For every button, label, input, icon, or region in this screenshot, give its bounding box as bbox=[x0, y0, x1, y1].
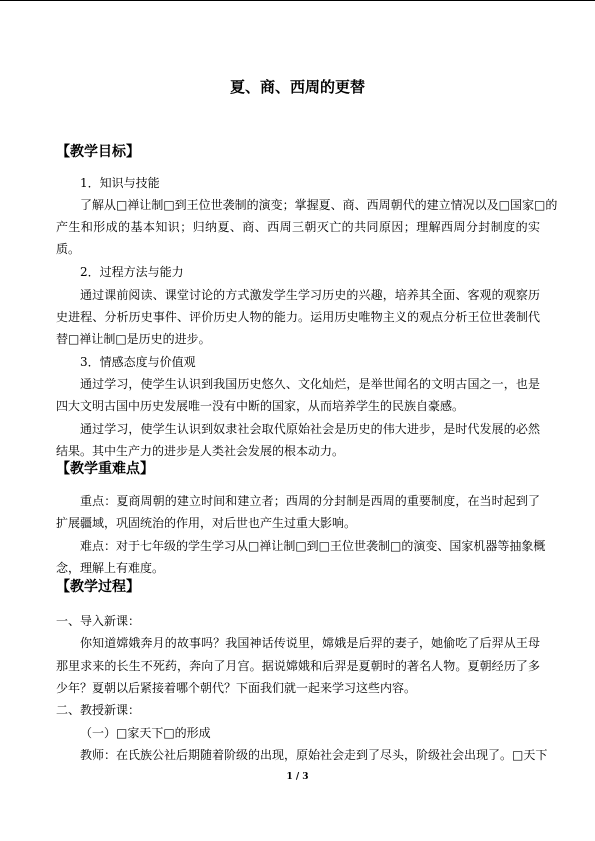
objective-1-heading: 1．知识与技能 bbox=[80, 176, 160, 190]
objective-3-para1-line: 四大文明古国中历史发展唯一没有中断的国家，从而培养学生的民族自豪感。 bbox=[56, 399, 465, 413]
objective-1-line: 产生和形成的基本知识；归纳夏、商、西周三朝灭亡的共同原因；理解西周分封制度的实 bbox=[56, 220, 540, 234]
objective-3-para1-line: 通过学习，使学生认识到我国历史悠久、文化灿烂，是举世闻名的文明古国之一，也是 bbox=[80, 377, 540, 391]
section-heading-process: 【教学过程】 bbox=[56, 579, 140, 595]
objective-2-line: 替□禅让制□是历史的进步。 bbox=[56, 332, 211, 346]
process-part1-line: 少年？夏朝以后紧接着哪个朝代？下面我们就一起来学习这些内容。 bbox=[56, 681, 417, 695]
difficult-point-line: 难点：对于七年级的学生学习从□禅让制□到□王位世袭制□的演变、国家机器等抽象概 bbox=[80, 539, 546, 553]
page-number: 1 / 3 bbox=[286, 772, 309, 782]
key-point-line: 重点：夏商周朝的建立时间和建立者；西周的分封制是西周的重要制度，在当时起到了 bbox=[80, 494, 540, 508]
objective-2-line: 史进程、分析历史事件、评价历史人物的能力。运用历史唯物主义的观点分析王位世袭制代 bbox=[56, 310, 540, 324]
difficult-point-line: 念，理解上有难度。 bbox=[56, 561, 165, 575]
process-sub1-heading: （一）□家天下□的形成 bbox=[80, 726, 211, 740]
section-heading-objectives: 【教学目标】 bbox=[56, 144, 140, 160]
objective-1-line: 质。 bbox=[56, 242, 81, 256]
objective-3-para2-line: 结果。其中生产力的进步是人类社会发展的根本动力。 bbox=[56, 444, 345, 458]
process-part2-heading: 二、教授新课： bbox=[56, 703, 141, 717]
process-sub1-line: 教师：在氏族公社后期随着阶级的出现，原始社会走到了尽头，阶级社会出现了。□天下 bbox=[80, 748, 548, 762]
objective-3-para2-line: 通过学习，使学生认识到奴隶社会取代原始社会是历史的伟大进步，是时代发展的必然 bbox=[80, 422, 540, 436]
process-part1-line: 那里求来的长生不死药，奔向了月宫。据说嫦娥和后羿是夏朝时的著名人物。夏朝经历了多 bbox=[56, 659, 540, 673]
objective-3-heading: 3．情感态度与价值观 bbox=[80, 355, 196, 369]
key-point-line: 扩展疆域，巩固统治的作用，对后世也产生过重大影响。 bbox=[56, 516, 357, 530]
process-part1-heading: 一、导入新课： bbox=[56, 614, 141, 628]
page-title: 夏、商、西周的更替 bbox=[229, 78, 365, 96]
header-rule bbox=[0, 0, 595, 1]
objective-2-line: 通过课前阅读、课堂讨论的方式激发学生学习历史的兴趣，培养其全面、客观的观察历 bbox=[80, 288, 540, 302]
section-heading-key-points: 【教学重难点】 bbox=[56, 461, 154, 477]
objective-2-heading: 2．过程方法与能力 bbox=[80, 265, 184, 279]
objective-1-line: 了解从□禅让制□到王位世袭制的演变；掌握夏、商、西周朝代的建立情况以及□国家□的 bbox=[80, 198, 558, 212]
process-part1-line: 你知道嫦娥奔月的故事吗？我国神话传说里，嫦娥是后羿的妻子，她偷吃了后羿从王母 bbox=[80, 636, 540, 650]
